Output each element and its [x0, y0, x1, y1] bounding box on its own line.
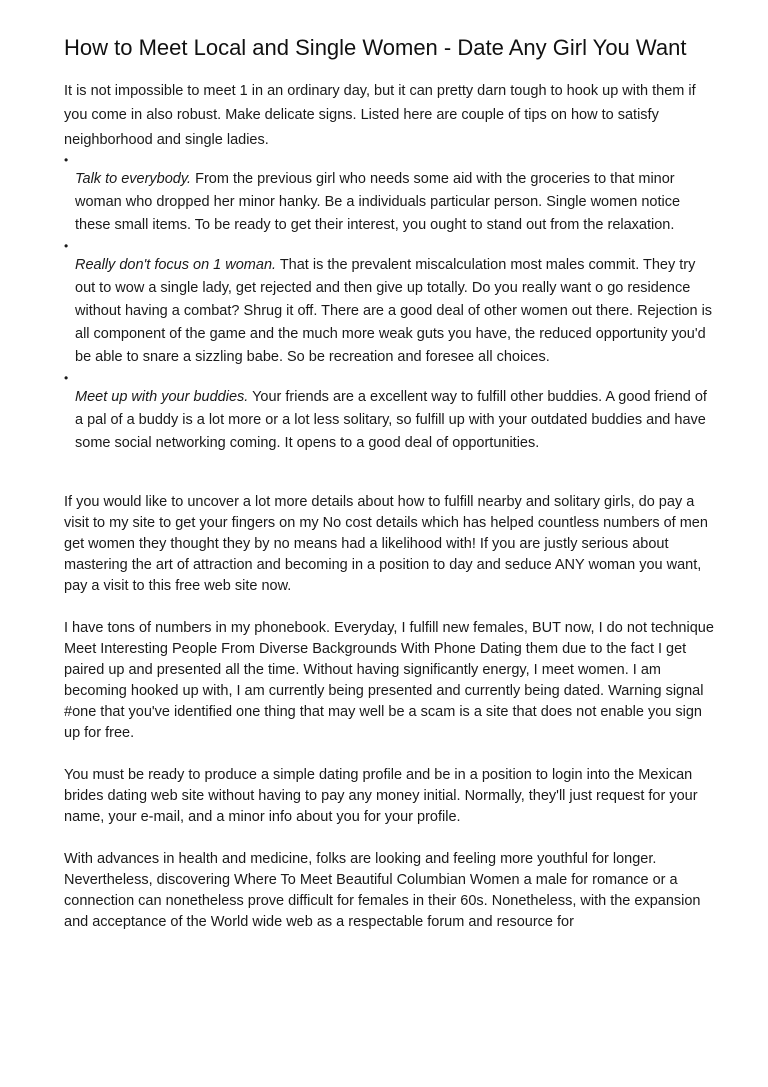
intro-paragraph: It is not impossible to meet 1 in an ordinary day, but it can pretty darn tough to hook up with them if you come in also robust. Make delicate signs. Listed here are couple of tips on how to satisfy neighborhood and single ladies.: [64, 83, 696, 148]
tip-lead: Really don't focus on 1 woman.: [75, 256, 277, 273]
bullet-icon: •: [64, 238, 69, 253]
body-paragraph: You must be ready to produce a simple dating profile and be in a position to login into the Mexican brides dating web site without having to pay any money initial. Normally, they'll just request for your name, your e-mail, and a minor info about you for your profile.: [64, 767, 698, 826]
tip-body: That is the prevalent miscalculation most males commit. They try out to wow a single lady, get rejected and then give up totally. Do you really want o go residence without having a combat? Shrug it off. There are a good deal of other women out there. Rejection is all component of the game and the much more weak guts you have, the reduced opportunity you'd be able to snare a sizzling babe. So be recreation and foresee all choices.: [75, 256, 713, 366]
body-paragraph: If you would like to uncover a lot more details about how to fulfill nearby and solitary girls, do pay a visit to my site to get your fingers on my No cost details which has helped countless numbers of men get women they thought they by no means had a likelihood with! If you are justly serious about mastering the art of attraction and becoming in a position to day and seduce ANY woman you want, pay a visit to this free web site now.: [64, 494, 708, 595]
tip-text: [64, 168, 714, 238]
bullet-icon: •: [64, 152, 69, 167]
bullet-icon: •: [64, 370, 69, 385]
tip-lead: Meet up with your buddies.: [75, 388, 249, 405]
tip-body: From the previous girl who needs some aid with the groceries to that minor woman who dropped her minor hanky. Be a individuals particular person. Single women notice these small items. To be ready to get their interest, you ought to stand out from the relaxation.: [75, 170, 681, 234]
list-item: [64, 152, 714, 238]
tips-list: [64, 152, 714, 455]
tip-body: Your friends are a excellent way to fulfill other buddies. A good friend of a pal of a buddy is a lot more or a lot less solitary, so fulfill up with your outdated buddies and have some social networking coming. It opens to a good deal of opportunities.: [75, 388, 707, 451]
tip-text: [64, 386, 714, 456]
tip-text: [64, 254, 714, 370]
tip-lead: Talk to everybody.: [75, 170, 192, 187]
document-page: [64, 36, 714, 933]
list-item: [64, 370, 714, 456]
body-paragraph: With advances in health and medicine, folks are looking and feeling more youthful for longer. Nevertheless, discovering Where To Meet Beautiful Columbian Women a male for romance or a connection can nonetheless prove difficult for females in their 60s. Nonetheless, with the expansion and acceptance of the World wide web as a respectable forum and resource for: [64, 851, 701, 931]
body-paragraph: I have tons of numbers in my phonebook. Everyday, I fulfill new females, BUT now, I do not technique Meet Interesting People From Diverse Backgrounds With Phone Dating them due to the fact I get paired up and presented all the time. Without having significantly energy, I meet women. I am becoming hooked up with, I am currently being presented and currently being dated. Warning signal #one that you've identified one thing that may well be a scam is a site that does not enable you sign up for free.: [64, 620, 714, 742]
list-item: [64, 238, 714, 370]
document-title: How to Meet Local and Single Women - Date Any Girl You Want: [64, 35, 687, 60]
